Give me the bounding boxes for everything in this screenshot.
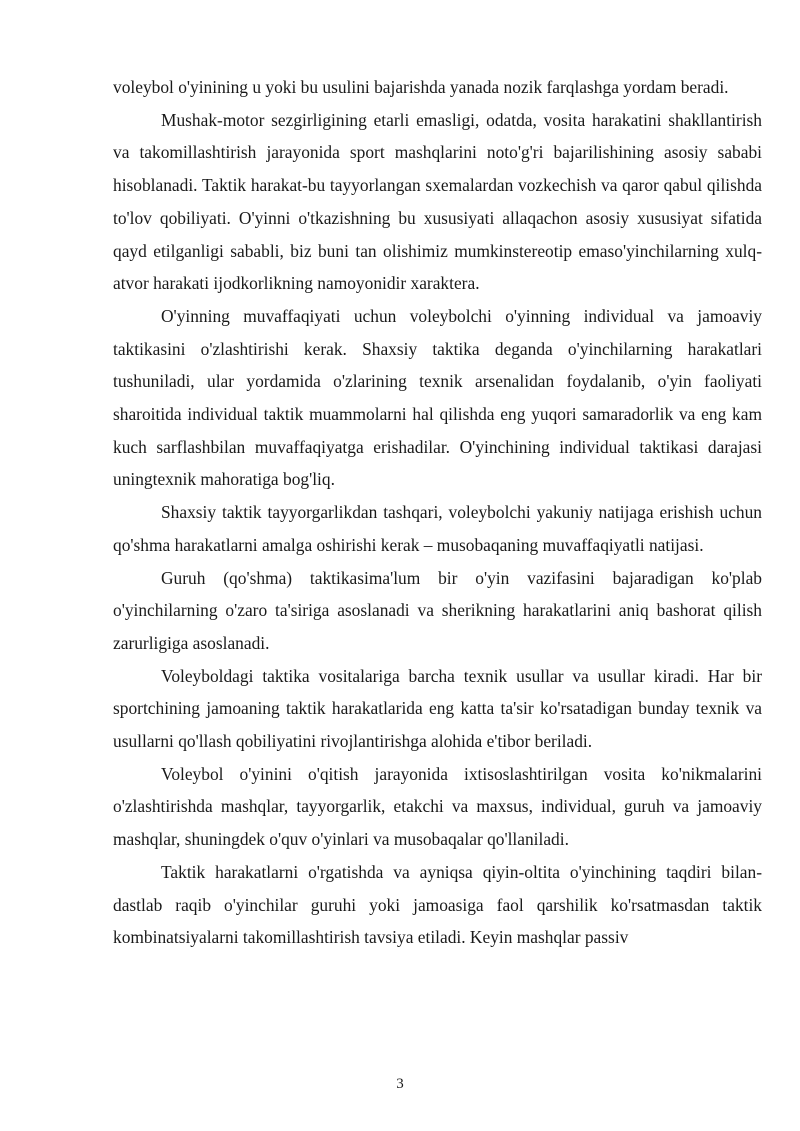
- paragraph-continuation: voleybol o'yinining u yoki bu usulini bajarishda yanada nozik farqlashga yordam beradi.: [113, 77, 729, 97]
- paragraph-joint-actions: Shaxsiy taktik tayyorgarlikdan tashqari, voleybolchi yakuniy natijaga erishish uchun qo'shma harakatlarni amalga oshirishi kerak – musobaqaning muvaffaqiyatli natijasi.: [113, 502, 762, 555]
- paragraph-individual-team-tactics: O'yinning muvaffaqiyati uchun voleybolchi o'yinning individual va jamoaviy taktikasini o'zlashtirishi kerak. Shaxsiy taktika deganda o'yinchilarning harakatlari tushuniladi, ular yordamida o'zlarining texnik arsenalidan foydalanib, o'yin faoliyati sharoitida individual taktik muammolarni hal qilishda eng yuqori samaradorlik va eng kam kuch sarflashbilan muvaffaqiyatga erishadilar. O'yinchining individual taktikasi darajasi uningtexnik mahoratiga bog'liq.: [113, 305, 762, 490]
- page-number: 3: [396, 1076, 404, 1092]
- paragraph-muscle-motor-sensitivity: Mushak-motor sezgirligining etarli emasligi, odatda, vosita harakatini shakllantirish va takomillashtirish jarayonida sport mashqlarini noto'g'ri bajarilishining asosiy sababi hisoblanadi. Taktik harakat-bu tayyorlangan sxemalardan vozkechish va qaror qabul qilishda to'lov qobiliyati. O'yinni o'tkazishning bu xususiyati allaqachon asosiy xususiyat sifatida qayd etilganligi sababli, biz buni tan olishimiz mumkinstereotip emaso'yinchilarning xulq-atvor harakati ijodkorlikning namoyonidir xaraktera.: [113, 109, 762, 294]
- document-page: [113, 71, 762, 954]
- paragraph-teaching-tactical-actions: Taktik harakatlarni o'rgatishda va ayniqsa qiyin-oltita o'yinchining taqdiri bilan-dastlab raqib o'yinchilar guruhi yoki jamoasiga faol qarshilik ko'rsatmasdan taktik kombinatsiyalarni takomillashtirish tavsiya etiladi. Keyin mashqlar passiv: [113, 861, 762, 948]
- paragraph-tactical-means: Voleyboldagi taktika vositalariga barcha texnik usullar va usullar kiradi. Har bir sportchining jamoaning taktik harakatlarida eng katta ta'sir ko'rsatadigan bunday texnik va usullarni qo'llash qobiliyatini rivojlantirishga alohida e'tibor beriladi.: [113, 665, 762, 752]
- paragraph-group-tactics: Guruh (qo'shma) taktikasima'lum bir o'yin vazifasini bajaradigan ko'plab o'yinchilarning o'zaro ta'siriga asoslanadi va sherikning harakatlarini aniq bashorat qilish zarurligiga asoslanadi.: [113, 567, 762, 653]
- paragraph-training-exercises: Voleybol o'yinini o'qitish jarayonida ixtisoslashtirilgan vosita ko'nikmalarini o'zlashtirishda mashqlar, tayyorgarlik, etakchi va maxsus, individual, guruh va jamoaviy mashqlar, shuningdek o'quv o'yinlari va musobaqalar qo'llaniladi.: [113, 763, 762, 850]
